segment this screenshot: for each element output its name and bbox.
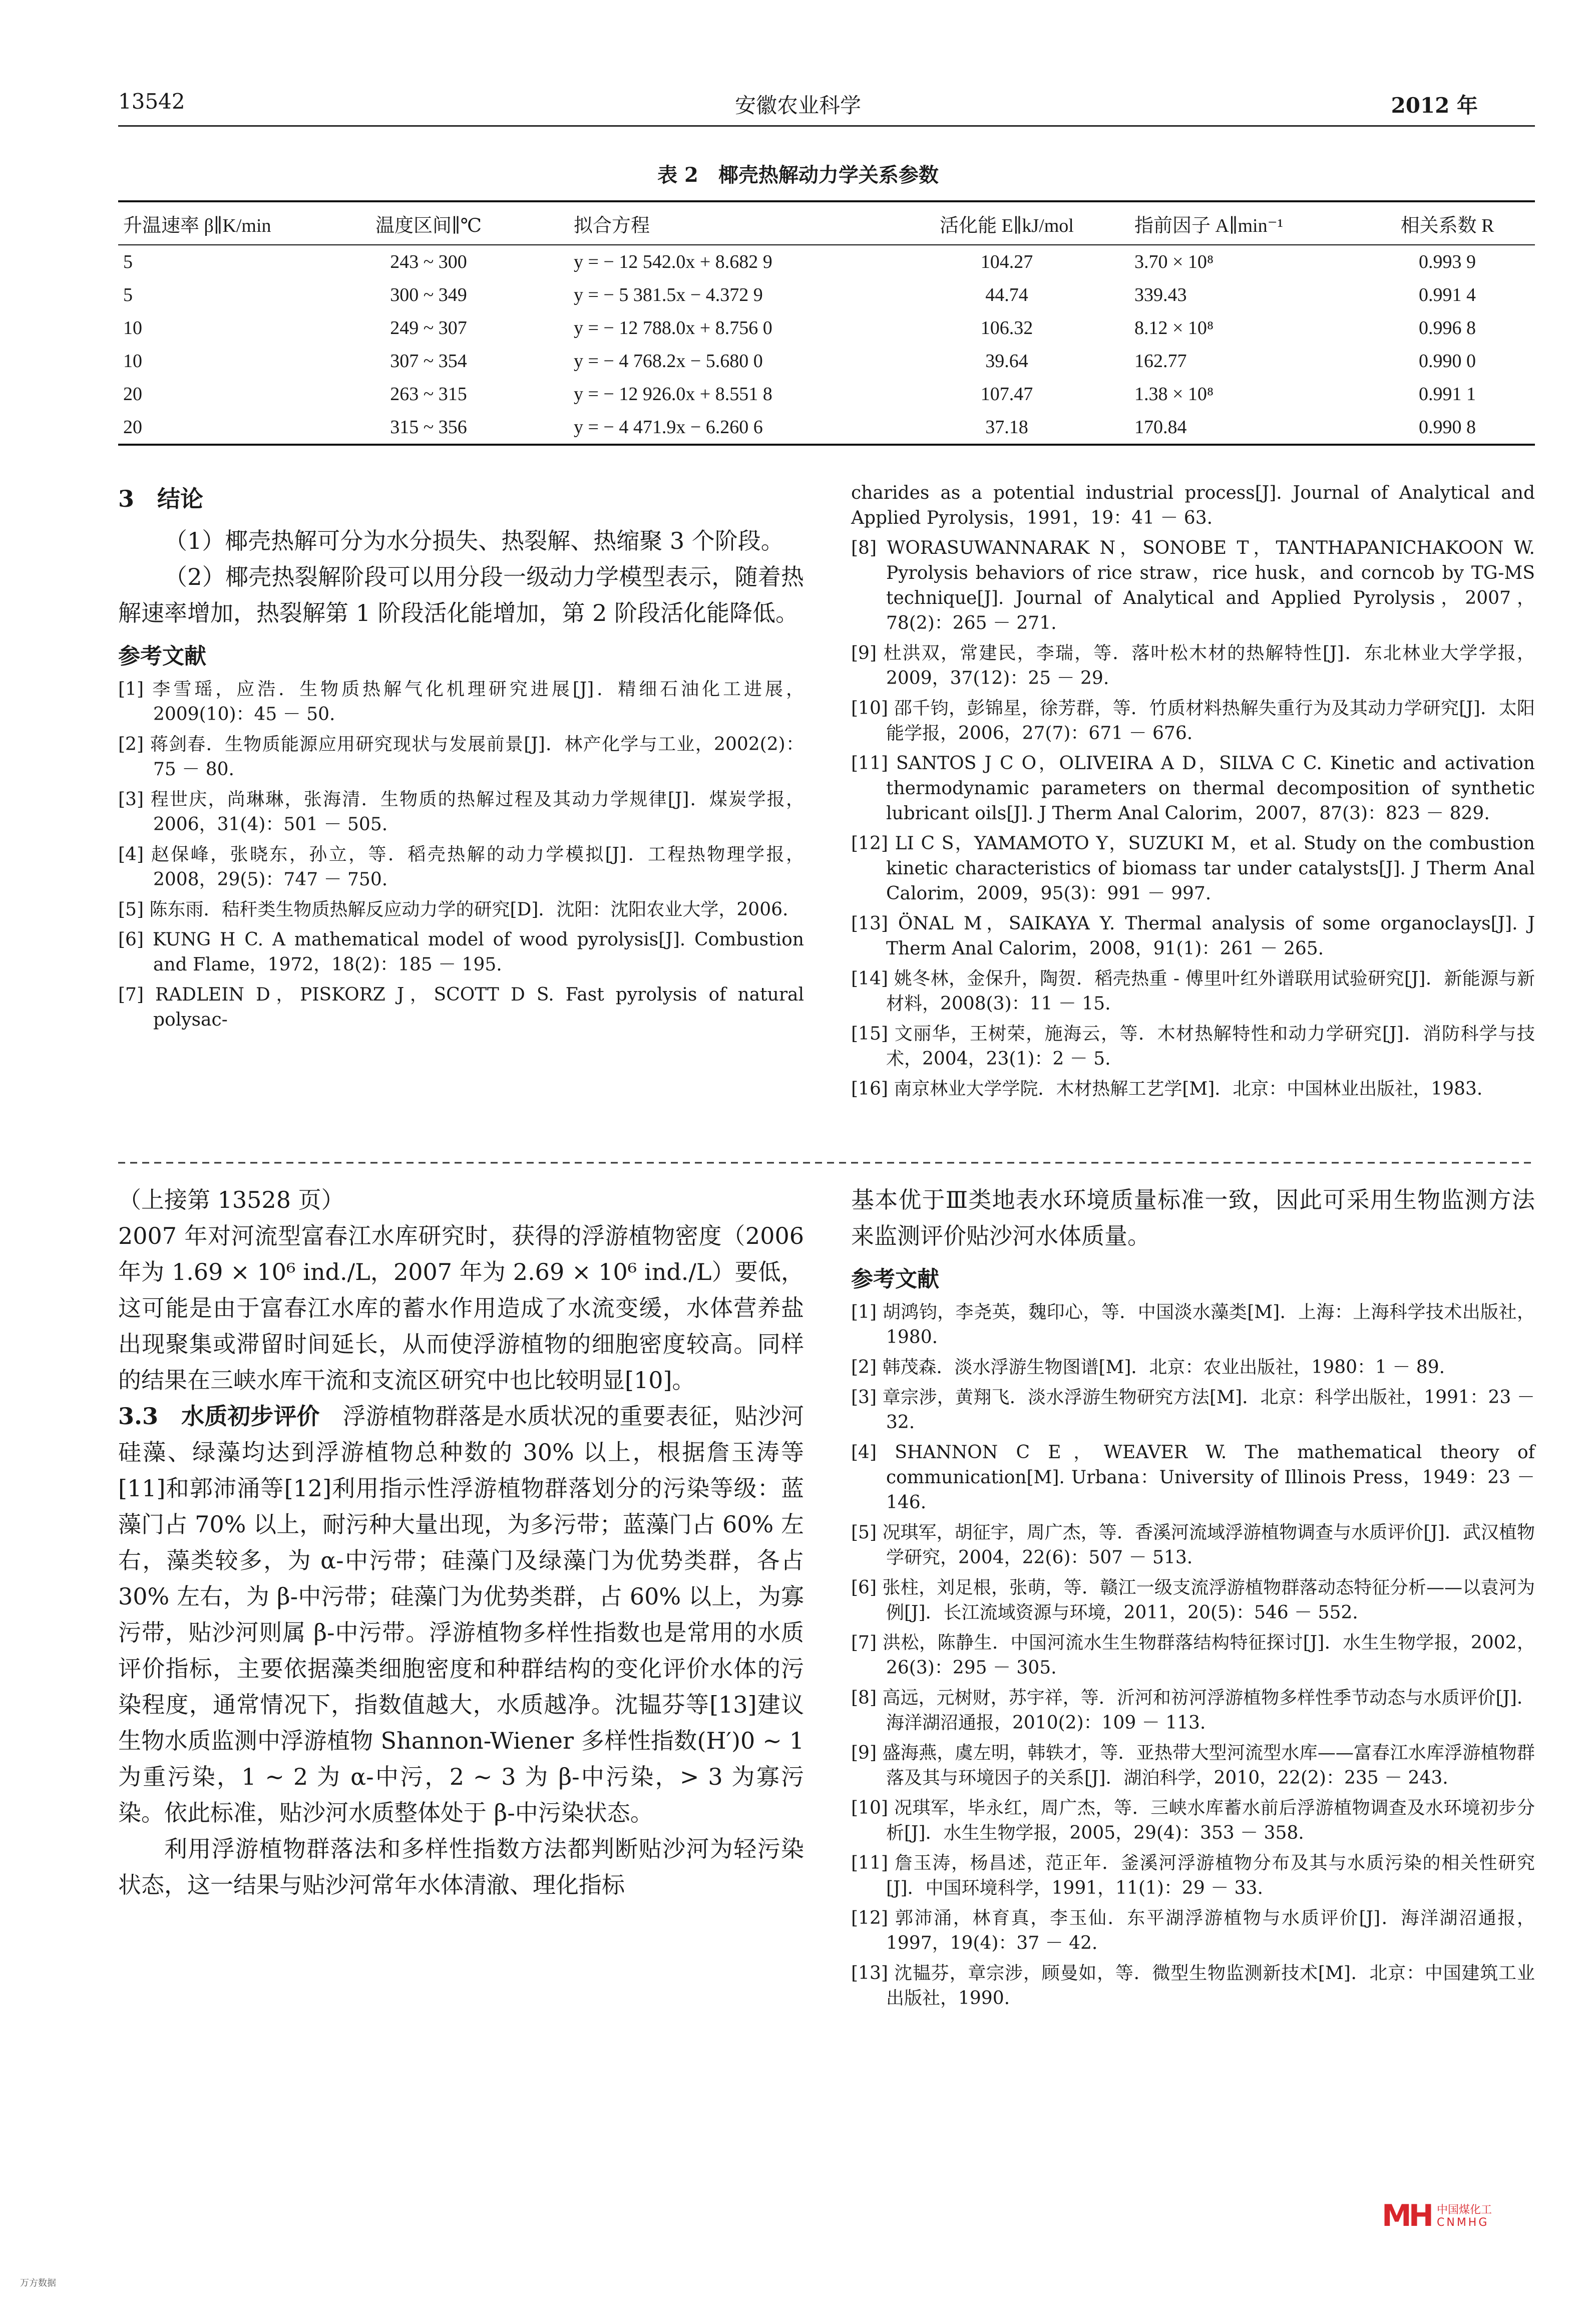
reference-item: [3] 章宗涉，黄翔飞．淡水浮游生物研究方法[M]．北京：科学出版社，1991：23 － 32. [851, 1387, 1535, 1433]
kinetics-table [118, 200, 1535, 446]
reference-item: [14] 姚冬林，金保升，陶贺．稻壳热重 - 傅里叶红外谱联用试验研究[J]．新能源与新材料，2008(3)：11 － 15. [851, 968, 1535, 1014]
cell: y = − 5 381.5x − 4.372 9 [574, 284, 763, 305]
cell: 307 ~ 354 [390, 351, 467, 372]
reference-item: [13] 沈韫芬，章宗涉，顾曼如，等．微型生物监测新技术[M]．北京：中国建筑工业出版社，1990. [851, 1963, 1535, 2009]
reference-item: [12] 郭沛涌，林育真，李玉仙．东平湖浮游植物与水质评价[J]．海洋湖沼通报，1997，19(4)：37 － 42. [851, 1908, 1535, 1953]
reference-item: [15] 文丽华，王树荣，施海云，等．木材热解特性和动力学研究[J]．消防科学与技术，2004，23(1)：2 － 5. [851, 1024, 1535, 1069]
cell: y = − 12 926.0x + 8.551 8 [574, 384, 772, 405]
references-heading: 参考文献 [851, 1266, 939, 1292]
references-heading: 参考文献 [118, 643, 206, 669]
reference-item: [12] LI C S，YAMAMOTO Y，SUZUKI M，et al. Study on the combustion kinetic characteristics of biomass tar under catalysts[J]. J Therm Anal Calorim，2009，95(3)：991 － 997. [851, 833, 1535, 904]
body-paragraph: 基本优于Ⅲ类地表水环境质量标准一致，因此可采用生物监测方法来监测评价贴沙河水体质量。 [851, 1186, 1535, 1249]
reference-item: [6] KUNG H C. A mathematical model of wood pyrolysis[J]. Combustion and Flame，1972，18(2)：185 － 195. [118, 929, 804, 975]
logo-mark: MH [1382, 2198, 1431, 2233]
cell: 20 [123, 384, 142, 405]
cell: y = − 4 471.9x − 6.260 6 [524, 411, 919, 445]
cell: 44.74 [985, 284, 1028, 305]
col-activation-energy: 活化能 E∥kJ/mol [919, 201, 1094, 245]
cell: 300 ~ 349 [390, 284, 467, 305]
reference-item: [10] 邵千钧，彭锦星，徐芳群，等．竹质材料热解失重行为及其动力学研究[J]．太阳能学报，2006，27(7)：671 － 676. [851, 698, 1535, 744]
table-row [118, 278, 1535, 311]
conclusion-paragraph: （2）椰壳热裂解阶段可以用分段一级动力学模型表示，随着热解速率增加，热裂解第 1 阶段活化能增加，第 2 阶段活化能降低。 [118, 563, 804, 626]
cell: 37.18 [919, 411, 1094, 445]
lower-right-column [851, 1182, 1535, 2016]
cell: 3.70 × 10⁸ [1134, 251, 1214, 272]
cell: 315 ~ 356 [333, 411, 524, 445]
reference-item: [5] 陈东雨．秸秆类生物质热解反应动力学的研究[D]．沈阳：沈阳农业大学，2006. [118, 899, 788, 920]
cell: 0.996 8 [1419, 317, 1476, 339]
subsection-heading: 3.3 水质初步评价 [118, 1403, 320, 1430]
logo-chinese-text: 中国煤化工 [1437, 2204, 1492, 2216]
continuation-note: （上接第 13528 页） [118, 1186, 344, 1213]
body-paragraph: 2007 年对河流型富春江水库研究时，获得的浮游植物密度（2006 年为 1.69 × 10⁶ ind./L，2007 年为 2.69 × 10⁶ ind./L）要低，这可能是由于富春江水库的蓄水作用造成了水流变缓，水体营养盐出现聚集或滞留时间延长，从而使浮游植物的细胞密度较高。同样的结果在三峡水库干流和支流区研究中也比较明显[10]。 [118, 1222, 804, 1394]
reference-item: [10] 况琪军，毕永红，周广杰，等．三峡水库蓄水前后浮游植物调查及水环境初步分析[J]．水生生物学报，2005，29(4)：353 － 358. [851, 1798, 1535, 1843]
reference-item: [6] 张柱，刘足根，张萌，等．赣江一级支流浮游植物群落动态特征分析——以袁河为例[J]．长江流域资源与环境，2011，20(5)：546 － 552. [851, 1577, 1535, 1623]
table-row [118, 311, 1535, 345]
reference-item: [4] SHANNON C E，WEAVER W. The mathematical theory of communication[M]. Urbana：University of Illinois Press，1949：23 － 146. [851, 1442, 1535, 1513]
reference-item: [8] WORASUWANNARAK N，SONOBE T，TANTHAPANICHAKOON W. Pyrolysis behaviors of rice straw，rice husk，and corncob by TG-MS technique[J]. Journal of Analytical and Applied Pyrolysis，2007，78(2)：265 － 271. [851, 538, 1535, 633]
reference-item: [11] SANTOS J C O，OLIVEIRA A D，SILVA C C. Kinetic and activation thermodynamic parameters on thermal decomposition of synthetic lubricant oils[J]. J Therm Anal Calorim，2007，87(3)：823 － 829. [851, 753, 1535, 824]
cell: 5 [123, 284, 133, 305]
cell: 0.991 4 [1419, 284, 1476, 305]
cell: 10 [123, 351, 142, 372]
reference-item: [9] 杜洪双，常建民，李瑞，等．落叶松木材的热解特性[J]．东北林业大学学报，2009，37(12)：25 － 29. [851, 643, 1535, 689]
reference-item: [5] 况琪军，胡征宇，周广杰，等．香溪河流域浮游植物调查与水质评价[J]．武汉植物学研究，2004，22(6)：507 － 513. [851, 1522, 1535, 1568]
reference-item: [13] ÖNAL M，SAIKAYA Y. Thermal analysis of some organoclays[J]. J Therm Anal Calorim，2008，91(1)：261 － 265. [851, 913, 1535, 959]
col-temp-range: 温度区间∥℃ [333, 201, 524, 245]
cell: 5 [123, 251, 133, 272]
reference-item: [2] 韩茂森．淡水浮游生物图谱[M]．北京：农业出版社，1980：1 － 89. [851, 1357, 1445, 1378]
cell: 0.990 8 [1360, 411, 1535, 445]
body-paragraph-water-quality [118, 1398, 804, 1831]
reference-item: [1] 李雪瑶，应浩．生物质热解气化机理研究进展[J]．精细石油化工进展，2009(10)：45 － 50. [118, 679, 804, 725]
cell: 39.64 [985, 351, 1028, 372]
upper-left-column [118, 481, 804, 1038]
cell: 243 ~ 300 [390, 251, 467, 272]
cell: 170.84 [1094, 411, 1360, 445]
lower-left-column [118, 1182, 804, 1903]
reference-item: [1] 胡鸿钧，李尧英，魏印心，等．中国淡水藻类[M]．上海：上海科学技术出版社，1980. [851, 1302, 1535, 1348]
cell: 0.993 9 [1419, 251, 1476, 272]
article-divider [118, 1157, 1535, 1169]
table-row [118, 378, 1535, 411]
cell: 162.77 [1134, 351, 1187, 372]
cell: y = − 4 768.2x − 5.680 0 [574, 351, 763, 372]
journal-title: 安徽农业科学 [734, 93, 861, 118]
cell: 10 [123, 317, 142, 339]
page-number: 13542 [118, 89, 185, 114]
reference-item: [9] 盛海燕，虞左明，韩轶才，等．亚热带大型河流型水库——富春江水库浮游植物群落及其与环境因子的关系[J]．湖泊科学，2010，22(2)：235 － 243. [851, 1743, 1535, 1788]
publication-year: 2012 年 [1391, 93, 1478, 118]
cell: 0.990 0 [1419, 351, 1476, 372]
col-fit-equation: 拟合方程 [524, 201, 919, 245]
reference-item: [7] RADLEIN D，PISKORZ J，SCOTT D S. Fast pyrolysis of natural polysac- [118, 985, 804, 1030]
col-pre-exponential: 指前因子 A∥min⁻¹ [1094, 201, 1360, 245]
cell: 339.43 [1134, 284, 1187, 305]
reference-item: [2] 蒋剑春．生物质能源应用研究现状与发展前景[J]．林产化学与工业，2002(2)：75 － 80. [118, 734, 804, 780]
cell: 8.12 × 10⁸ [1134, 317, 1214, 339]
cell: 104.27 [980, 251, 1033, 272]
reference-item: [4] 赵保峰，张晓东，孙立，等．稻壳热解的动力学模拟[J]．工程热物理学报，2008，29(5)：747 － 750. [118, 844, 804, 890]
section-title-conclusion: 3 结论 [118, 485, 204, 512]
reference-item: [11] 詹玉涛，杨昌述，范正年．釜溪河浮游植物分布及其与水质污染的相关性研究[J]．中国环境科学，1991，11(1)：29 － 33. [851, 1853, 1535, 1898]
body-paragraph: 利用浮游植物群落法和多样性指数方法都判断贴沙河为轻污染状态，这一结果与贴沙河常年水体清澈、理化指标 [118, 1835, 804, 1898]
conclusion-paragraph: （1）椰壳热解可分为水分损失、热裂解、热缩聚 3 个阶段。 [164, 527, 784, 554]
reference-item: [8] 高远，元树财，苏宇祥，等．沂河和祊河浮游植物多样性季节动态与水质评价[J]．海洋湖沼通报，2010(2)：109 － 113. [851, 1688, 1535, 1733]
table-row [118, 411, 1535, 445]
reference-continuation: charides as a potential industrial process[J]. Journal of Analytical and Applied Pyrolysis，1991，19：41 － 63. [851, 483, 1535, 528]
cell: y = − 12 542.0x + 8.682 9 [574, 251, 772, 272]
cell: 249 ~ 307 [390, 317, 467, 339]
watermark: 万方数据 [20, 2278, 56, 2288]
table-row [118, 245, 1535, 278]
col-correlation: 相关系数 R [1360, 201, 1535, 245]
upper-right-column [851, 481, 1535, 1107]
cell: 263 ~ 315 [390, 384, 467, 405]
logo-english-text: CNMHG [1437, 2216, 1489, 2229]
table-title: 表 2 椰壳热解动力学关系参数 [657, 163, 939, 187]
cell: 106.32 [980, 317, 1033, 339]
cell: 20 [118, 411, 333, 445]
cell: 1.38 × 10⁸ [1134, 384, 1214, 405]
body-text: 浮游植物群落是水质状况的重要表征，贴沙河硅藻、绿藻均达到浮游植物总种数的 30% 以上，根据詹玉涛等[11]和郭沛涌等[12]利用指示性浮游植物群落划分的污染等级：蓝藻门占 70% 以上，耐污种大量出现，为多污带；蓝藻门占 60% 左右，藻类较多，为 α-中污带；硅藻门及绿藻门为优势类群，各占 30% 左右，为 β-中污带；硅藻门为优势类群，占 60% 以上，为寡污带，贴沙河则属 β-中污带。浮游植物多样性指数也是常用的水质评价指标，主要依据藻类细胞密度和种群结构的变化评价水体的污染程度，通常情况下，指数值越大，水质越净。沈韫芬等[13]建议生物水质监测中浮游植物 Shannon-Wiener 多样性指数(H′)0 ~ 1 为重污染，1 ~ 2 为 α-中污，2 ~ 3 为 β-中污染，> 3 为寡污染。依此标准，贴沙河水质整体处于 β-中污染状态。 [118, 1403, 805, 1826]
reference-item: [7] 洪松，陈静生．中国河流水生生物群落结构特征探讨[J]．水生生物学报，2002，26(3)：295 － 305. [851, 1632, 1535, 1678]
table-row [118, 345, 1535, 378]
reference-item: [16] 南京林业大学学院．木材热解工艺学[M]．北京：中国林业出版社，1983. [851, 1079, 1483, 1099]
cell: y = − 12 788.0x + 8.756 0 [574, 317, 772, 339]
header-rule [118, 125, 1535, 127]
table-header-row [118, 201, 1535, 245]
cell: 0.991 1 [1419, 384, 1476, 405]
col-heating-rate: 升温速率 β∥K/min [118, 201, 333, 245]
publisher-logo [1382, 2198, 1532, 2233]
cell: 107.47 [980, 384, 1033, 405]
reference-item: [3] 程世庆，尚琳琳，张海清．生物质的热解过程及其动力学规律[J]．煤炭学报，2006，31(4)：501 － 505. [118, 789, 804, 835]
